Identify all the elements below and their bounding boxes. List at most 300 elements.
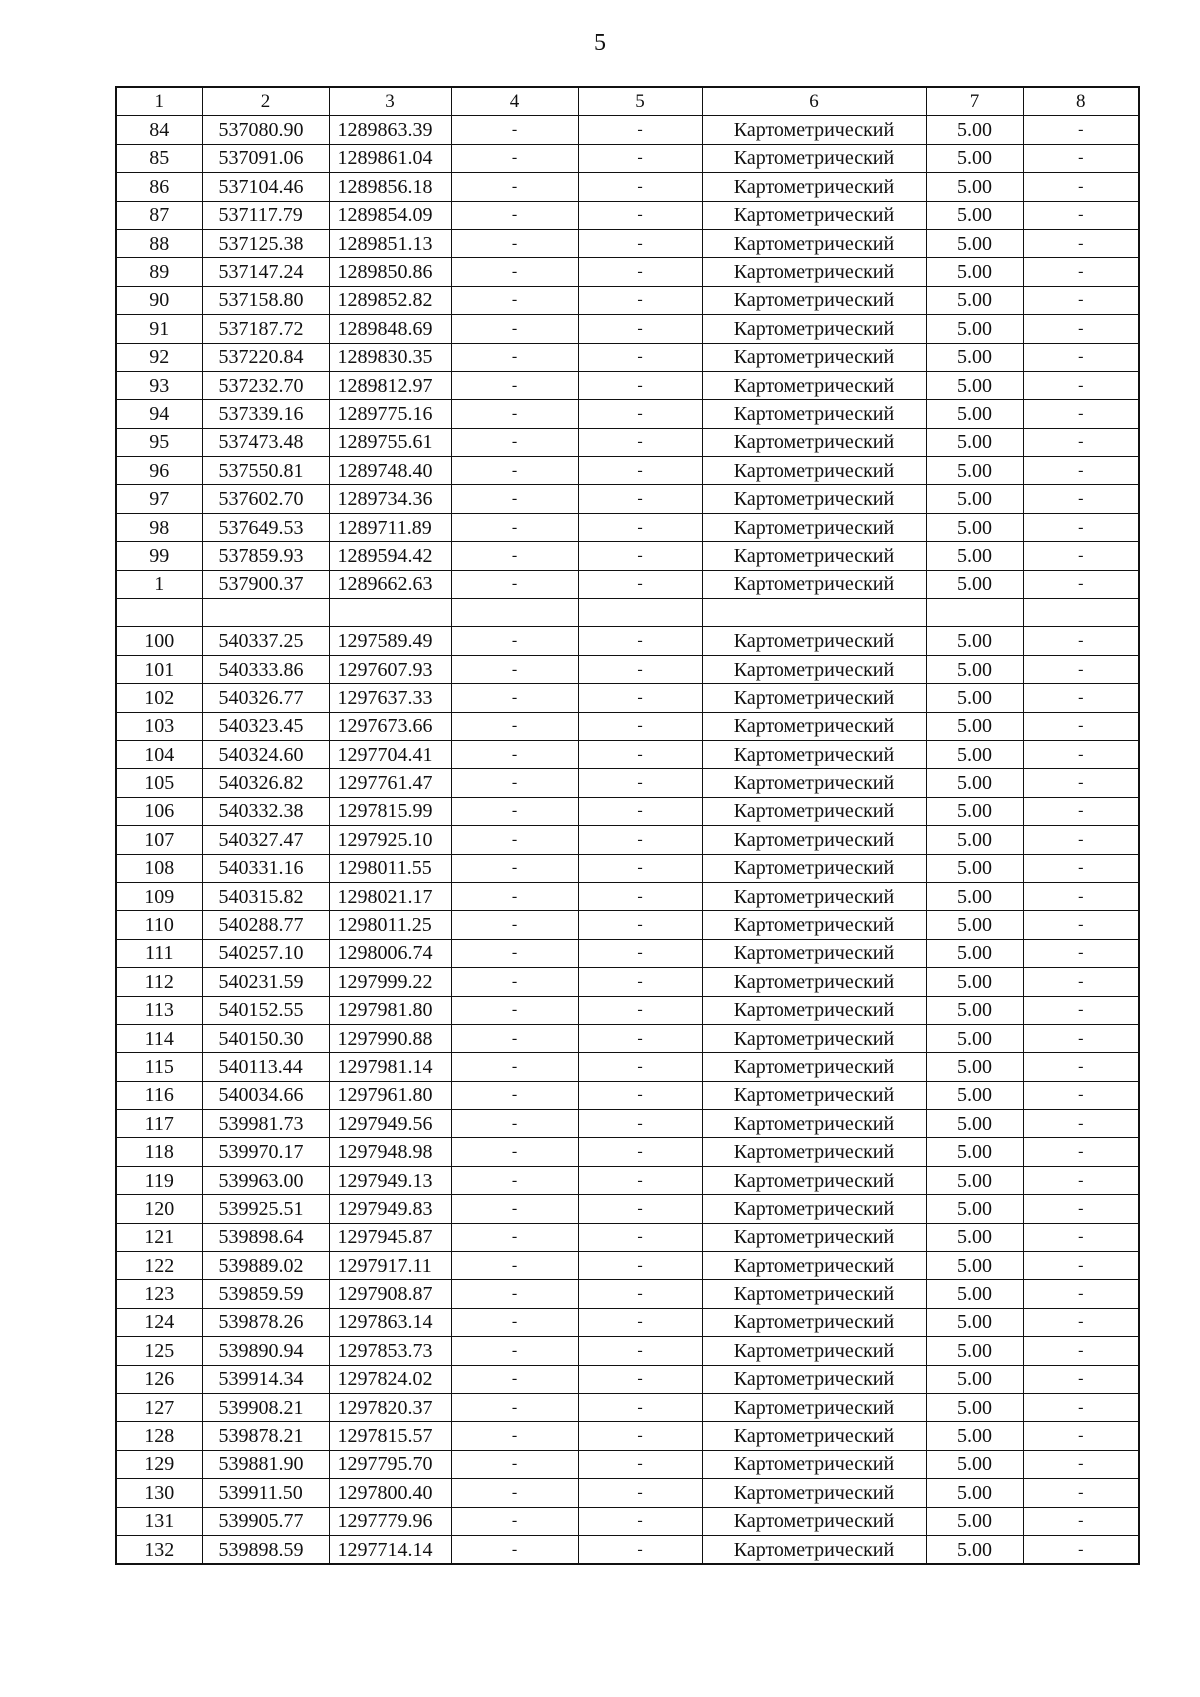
method-cell: Картометрический <box>702 1422 926 1450</box>
column-8-cell: - <box>1023 485 1139 513</box>
column-5-cell: - <box>578 116 702 144</box>
accuracy-cell: 5.00 <box>926 201 1023 229</box>
method-cell: Картометрический <box>702 542 926 570</box>
point-number-cell: 96 <box>116 457 202 485</box>
y-coordinate-cell: 1297961.80 <box>329 1081 451 1109</box>
x-coordinate-cell <box>202 599 329 627</box>
column-4-cell: - <box>451 996 578 1024</box>
table-header-row <box>116 87 1139 116</box>
point-number-cell: 112 <box>116 968 202 996</box>
column-8-cell: - <box>1023 315 1139 343</box>
method-cell: Картометрический <box>702 1337 926 1365</box>
y-coordinate-cell: 1297704.41 <box>329 740 451 768</box>
method-cell: Картометрический <box>702 1024 926 1052</box>
table-row <box>116 1479 1139 1507</box>
column-5-cell: - <box>578 1450 702 1478</box>
column-4-cell: - <box>451 1223 578 1251</box>
point-number-cell: 117 <box>116 1110 202 1138</box>
point-number-cell: 107 <box>116 826 202 854</box>
point-number-cell: 111 <box>116 939 202 967</box>
column-4-cell <box>451 599 578 627</box>
column-4-cell: - <box>451 968 578 996</box>
column-4-cell: - <box>451 116 578 144</box>
column-4-cell: - <box>451 144 578 172</box>
table-row <box>116 911 1139 939</box>
column-4-cell: - <box>451 400 578 428</box>
y-coordinate-cell: 1289748.40 <box>329 457 451 485</box>
accuracy-cell: 5.00 <box>926 1081 1023 1109</box>
column-8-cell: - <box>1023 1422 1139 1450</box>
column-4-cell: - <box>451 1308 578 1336</box>
column-5-cell: - <box>578 570 702 598</box>
column-header: 1 <box>116 87 202 116</box>
accuracy-cell: 5.00 <box>926 655 1023 683</box>
column-5-cell: - <box>578 740 702 768</box>
table-row <box>116 1053 1139 1081</box>
column-5-cell: - <box>578 1138 702 1166</box>
x-coordinate-cell: 539878.26 <box>202 1308 329 1336</box>
table-row <box>116 712 1139 740</box>
method-cell: Картометрический <box>702 968 926 996</box>
column-5-cell: - <box>578 1535 702 1564</box>
accuracy-cell: 5.00 <box>926 1507 1023 1535</box>
column-4-cell: - <box>451 826 578 854</box>
table-row <box>116 1110 1139 1138</box>
method-cell: Картометрический <box>702 229 926 257</box>
method-cell: Картометрический <box>702 769 926 797</box>
column-8-cell: - <box>1023 882 1139 910</box>
accuracy-cell: 5.00 <box>926 1308 1023 1336</box>
point-number-cell: 108 <box>116 854 202 882</box>
column-4-cell: - <box>451 1138 578 1166</box>
column-8-cell: - <box>1023 1138 1139 1166</box>
x-coordinate-cell: 540327.47 <box>202 826 329 854</box>
table-row <box>116 1393 1139 1421</box>
point-number-cell: 99 <box>116 542 202 570</box>
column-4-cell: - <box>451 854 578 882</box>
method-cell: Картометрический <box>702 428 926 456</box>
column-8-cell: - <box>1023 797 1139 825</box>
method-cell: Картометрический <box>702 712 926 740</box>
table-row <box>116 996 1139 1024</box>
table-row <box>116 740 1139 768</box>
table-row <box>116 400 1139 428</box>
table-row <box>116 229 1139 257</box>
method-cell: Картометрический <box>702 457 926 485</box>
method-cell: Картометрический <box>702 911 926 939</box>
y-coordinate-cell: 1297863.14 <box>329 1308 451 1336</box>
x-coordinate-cell: 540113.44 <box>202 1053 329 1081</box>
method-cell: Картометрический <box>702 1081 926 1109</box>
column-4-cell: - <box>451 684 578 712</box>
column-header: 2 <box>202 87 329 116</box>
column-5-cell: - <box>578 712 702 740</box>
point-number-cell: 132 <box>116 1535 202 1564</box>
accuracy-cell: 5.00 <box>926 542 1023 570</box>
column-4-cell: - <box>451 1110 578 1138</box>
x-coordinate-cell: 540150.30 <box>202 1024 329 1052</box>
column-4-cell: - <box>451 939 578 967</box>
column-5-cell: - <box>578 315 702 343</box>
method-cell: Картометрический <box>702 570 926 598</box>
column-4-cell: - <box>451 882 578 910</box>
y-coordinate-cell: 1297800.40 <box>329 1479 451 1507</box>
x-coordinate-cell: 537147.24 <box>202 258 329 286</box>
y-coordinate-cell: 1297815.99 <box>329 797 451 825</box>
y-coordinate-cell: 1289662.63 <box>329 570 451 598</box>
point-number-cell: 86 <box>116 173 202 201</box>
accuracy-cell: 5.00 <box>926 1479 1023 1507</box>
x-coordinate-cell: 537117.79 <box>202 201 329 229</box>
x-coordinate-cell: 539881.90 <box>202 1450 329 1478</box>
y-coordinate-cell: 1289863.39 <box>329 116 451 144</box>
column-header: 5 <box>578 87 702 116</box>
column-4-cell: - <box>451 229 578 257</box>
method-cell <box>702 599 926 627</box>
table-row <box>116 1308 1139 1336</box>
column-8-cell: - <box>1023 1337 1139 1365</box>
x-coordinate-cell: 539925.51 <box>202 1195 329 1223</box>
table-row <box>116 1535 1139 1564</box>
column-5-cell: - <box>578 371 702 399</box>
column-4-cell: - <box>451 911 578 939</box>
point-number-cell: 102 <box>116 684 202 712</box>
accuracy-cell: 5.00 <box>926 400 1023 428</box>
column-4-cell: - <box>451 1053 578 1081</box>
accuracy-cell: 5.00 <box>926 173 1023 201</box>
column-8-cell: - <box>1023 996 1139 1024</box>
column-4-cell: - <box>451 1024 578 1052</box>
column-8-cell: - <box>1023 1024 1139 1052</box>
column-4-cell: - <box>451 655 578 683</box>
column-4-cell: - <box>451 286 578 314</box>
y-coordinate-cell: 1297673.66 <box>329 712 451 740</box>
method-cell: Картометрический <box>702 315 926 343</box>
x-coordinate-cell: 539898.59 <box>202 1535 329 1564</box>
y-coordinate-cell: 1297981.80 <box>329 996 451 1024</box>
x-coordinate-cell: 539970.17 <box>202 1138 329 1166</box>
accuracy-cell: 5.00 <box>926 684 1023 712</box>
column-5-cell: - <box>578 229 702 257</box>
column-8-cell: - <box>1023 769 1139 797</box>
column-header: 8 <box>1023 87 1139 116</box>
point-number-cell: 90 <box>116 286 202 314</box>
column-4-cell: - <box>451 1166 578 1194</box>
table-row <box>116 286 1139 314</box>
column-5-cell: - <box>578 1252 702 1280</box>
x-coordinate-cell: 537859.93 <box>202 542 329 570</box>
x-coordinate-cell: 539914.34 <box>202 1365 329 1393</box>
table-row <box>116 1365 1139 1393</box>
column-8-cell: - <box>1023 1223 1139 1251</box>
column-5-cell: - <box>578 286 702 314</box>
column-5-cell: - <box>578 797 702 825</box>
point-number-cell: 95 <box>116 428 202 456</box>
point-number-cell: 127 <box>116 1393 202 1421</box>
accuracy-cell: 5.00 <box>926 144 1023 172</box>
table-row <box>116 258 1139 286</box>
column-4-cell: - <box>451 1195 578 1223</box>
accuracy-cell: 5.00 <box>926 1535 1023 1564</box>
x-coordinate-cell: 537602.70 <box>202 485 329 513</box>
method-cell: Картометрический <box>702 1280 926 1308</box>
point-number-cell: 97 <box>116 485 202 513</box>
method-cell: Картометрический <box>702 996 926 1024</box>
point-number-cell <box>116 599 202 627</box>
y-coordinate-cell: 1297925.10 <box>329 826 451 854</box>
column-5-cell: - <box>578 144 702 172</box>
point-number-cell: 101 <box>116 655 202 683</box>
table-row <box>116 542 1139 570</box>
accuracy-cell: 5.00 <box>926 911 1023 939</box>
accuracy-cell: 5.00 <box>926 513 1023 541</box>
column-4-cell: - <box>451 1393 578 1421</box>
method-cell: Картометрический <box>702 1053 926 1081</box>
method-cell: Картометрический <box>702 201 926 229</box>
column-5-cell: - <box>578 854 702 882</box>
accuracy-cell: 5.00 <box>926 996 1023 1024</box>
accuracy-cell: 5.00 <box>926 740 1023 768</box>
column-8-cell: - <box>1023 400 1139 428</box>
column-8-cell: - <box>1023 854 1139 882</box>
column-8-cell: - <box>1023 1110 1139 1138</box>
accuracy-cell: 5.00 <box>926 1223 1023 1251</box>
point-number-cell: 1 <box>116 570 202 598</box>
x-coordinate-cell: 540326.77 <box>202 684 329 712</box>
point-number-cell: 126 <box>116 1365 202 1393</box>
column-5-cell: - <box>578 1110 702 1138</box>
column-4-cell: - <box>451 712 578 740</box>
accuracy-cell: 5.00 <box>926 116 1023 144</box>
method-cell: Картометрический <box>702 1252 926 1280</box>
accuracy-cell: 5.00 <box>926 1337 1023 1365</box>
y-coordinate-cell: 1297990.88 <box>329 1024 451 1052</box>
method-cell: Картометрический <box>702 854 926 882</box>
column-5-cell: - <box>578 684 702 712</box>
table-row <box>116 1450 1139 1478</box>
y-coordinate-cell: 1289830.35 <box>329 343 451 371</box>
y-coordinate-cell: 1289850.86 <box>329 258 451 286</box>
column-5-cell: - <box>578 400 702 428</box>
column-8-cell: - <box>1023 939 1139 967</box>
column-8-cell: - <box>1023 1081 1139 1109</box>
x-coordinate-cell: 537473.48 <box>202 428 329 456</box>
x-coordinate-cell: 539889.02 <box>202 1252 329 1280</box>
column-5-cell: - <box>578 343 702 371</box>
column-4-cell: - <box>451 513 578 541</box>
method-cell: Картометрический <box>702 1308 926 1336</box>
column-8-cell: - <box>1023 1479 1139 1507</box>
point-number-cell: 89 <box>116 258 202 286</box>
column-4-cell: - <box>451 201 578 229</box>
x-coordinate-cell: 539898.64 <box>202 1223 329 1251</box>
column-8-cell: - <box>1023 1252 1139 1280</box>
column-8-cell: - <box>1023 712 1139 740</box>
column-5-cell: - <box>578 882 702 910</box>
method-cell: Картометрический <box>702 627 926 655</box>
table-row <box>116 1138 1139 1166</box>
table-row <box>116 655 1139 683</box>
method-cell: Картометрический <box>702 1223 926 1251</box>
point-number-cell: 125 <box>116 1337 202 1365</box>
table-row <box>116 457 1139 485</box>
x-coordinate-cell: 537104.46 <box>202 173 329 201</box>
accuracy-cell: 5.00 <box>926 882 1023 910</box>
accuracy-cell: 5.00 <box>926 1138 1023 1166</box>
column-8-cell: - <box>1023 173 1139 201</box>
y-coordinate-cell: 1297795.70 <box>329 1450 451 1478</box>
method-cell: Картометрический <box>702 286 926 314</box>
table-row <box>116 684 1139 712</box>
column-8-cell: - <box>1023 1450 1139 1478</box>
accuracy-cell: 5.00 <box>926 1280 1023 1308</box>
x-coordinate-cell: 540324.60 <box>202 740 329 768</box>
x-coordinate-cell: 540315.82 <box>202 882 329 910</box>
accuracy-cell: 5.00 <box>926 712 1023 740</box>
x-coordinate-cell: 539878.21 <box>202 1422 329 1450</box>
column-5-cell: - <box>578 1337 702 1365</box>
column-8-cell: - <box>1023 513 1139 541</box>
x-coordinate-cell: 537232.70 <box>202 371 329 399</box>
column-8-cell: - <box>1023 1507 1139 1535</box>
column-5-cell: - <box>578 428 702 456</box>
x-coordinate-cell: 540323.45 <box>202 712 329 740</box>
y-coordinate-cell: 1297981.14 <box>329 1053 451 1081</box>
point-number-cell: 85 <box>116 144 202 172</box>
point-number-cell: 98 <box>116 513 202 541</box>
column-4-cell: - <box>451 1507 578 1535</box>
x-coordinate-cell: 540257.10 <box>202 939 329 967</box>
column-5-cell: - <box>578 1024 702 1052</box>
column-4-cell: - <box>451 173 578 201</box>
table-row <box>116 1024 1139 1052</box>
column-5-cell: - <box>578 996 702 1024</box>
column-4-cell: - <box>451 258 578 286</box>
column-5-cell <box>578 599 702 627</box>
y-coordinate-cell: 1298021.17 <box>329 882 451 910</box>
column-8-cell: - <box>1023 1393 1139 1421</box>
accuracy-cell: 5.00 <box>926 1252 1023 1280</box>
column-5-cell: - <box>578 1365 702 1393</box>
point-number-cell: 116 <box>116 1081 202 1109</box>
method-cell: Картометрический <box>702 258 926 286</box>
table-row <box>116 1166 1139 1194</box>
column-header: 7 <box>926 87 1023 116</box>
column-8-cell: - <box>1023 229 1139 257</box>
column-4-cell: - <box>451 371 578 399</box>
point-number-cell: 113 <box>116 996 202 1024</box>
table-row <box>116 315 1139 343</box>
y-coordinate-cell: 1297761.47 <box>329 769 451 797</box>
accuracy-cell: 5.00 <box>926 1195 1023 1223</box>
point-number-cell: 130 <box>116 1479 202 1507</box>
column-4-cell: - <box>451 570 578 598</box>
table-body <box>116 116 1139 1564</box>
column-5-cell: - <box>578 457 702 485</box>
point-number-cell: 123 <box>116 1280 202 1308</box>
x-coordinate-cell: 539890.94 <box>202 1337 329 1365</box>
column-5-cell: - <box>578 1223 702 1251</box>
point-number-cell: 88 <box>116 229 202 257</box>
point-number-cell: 114 <box>116 1024 202 1052</box>
x-coordinate-cell: 539859.59 <box>202 1280 329 1308</box>
x-coordinate-cell: 540337.25 <box>202 627 329 655</box>
accuracy-cell: 5.00 <box>926 769 1023 797</box>
x-coordinate-cell: 540332.38 <box>202 797 329 825</box>
column-5-cell: - <box>578 1280 702 1308</box>
y-coordinate-cell: 1289734.36 <box>329 485 451 513</box>
method-cell: Картометрический <box>702 485 926 513</box>
table-row <box>116 1337 1139 1365</box>
y-coordinate-cell: 1297815.57 <box>329 1422 451 1450</box>
x-coordinate-cell: 537649.53 <box>202 513 329 541</box>
x-coordinate-cell: 540333.86 <box>202 655 329 683</box>
y-coordinate-cell <box>329 599 451 627</box>
x-coordinate-cell: 537158.80 <box>202 286 329 314</box>
column-8-cell: - <box>1023 116 1139 144</box>
column-4-cell: - <box>451 1479 578 1507</box>
column-8-cell: - <box>1023 201 1139 229</box>
y-coordinate-cell: 1297949.83 <box>329 1195 451 1223</box>
column-8-cell: - <box>1023 1308 1139 1336</box>
method-cell: Картометрический <box>702 116 926 144</box>
column-8-cell <box>1023 599 1139 627</box>
method-cell: Картометрический <box>702 144 926 172</box>
method-cell: Картометрический <box>702 1507 926 1535</box>
column-header: 3 <box>329 87 451 116</box>
y-coordinate-cell: 1297999.22 <box>329 968 451 996</box>
y-coordinate-cell: 1297853.73 <box>329 1337 451 1365</box>
table-row <box>116 968 1139 996</box>
table-row <box>116 854 1139 882</box>
table-row <box>116 173 1139 201</box>
y-coordinate-cell: 1289861.04 <box>329 144 451 172</box>
x-coordinate-cell: 537339.16 <box>202 400 329 428</box>
y-coordinate-cell: 1297820.37 <box>329 1393 451 1421</box>
column-4-cell: - <box>451 1280 578 1308</box>
table-row <box>116 570 1139 598</box>
table-row <box>116 371 1139 399</box>
method-cell: Картометрический <box>702 684 926 712</box>
column-5-cell: - <box>578 1166 702 1194</box>
point-number-cell: 105 <box>116 769 202 797</box>
column-5-cell: - <box>578 769 702 797</box>
column-8-cell: - <box>1023 1280 1139 1308</box>
column-5-cell: - <box>578 911 702 939</box>
column-4-cell: - <box>451 542 578 570</box>
x-coordinate-cell: 540231.59 <box>202 968 329 996</box>
column-5-cell: - <box>578 1479 702 1507</box>
column-5-cell: - <box>578 1195 702 1223</box>
table-row <box>116 1081 1139 1109</box>
column-8-cell: - <box>1023 570 1139 598</box>
accuracy-cell: 5.00 <box>926 1450 1023 1478</box>
y-coordinate-cell: 1298011.25 <box>329 911 451 939</box>
column-5-cell: - <box>578 513 702 541</box>
point-number-cell: 121 <box>116 1223 202 1251</box>
y-coordinate-cell: 1289851.13 <box>329 229 451 257</box>
accuracy-cell: 5.00 <box>926 371 1023 399</box>
method-cell: Картометрический <box>702 400 926 428</box>
point-number-cell: 115 <box>116 1053 202 1081</box>
column-8-cell: - <box>1023 826 1139 854</box>
column-5-cell: - <box>578 1053 702 1081</box>
column-8-cell: - <box>1023 542 1139 570</box>
method-cell: Картометрический <box>702 371 926 399</box>
column-8-cell: - <box>1023 428 1139 456</box>
method-cell: Картометрический <box>702 939 926 967</box>
method-cell: Картометрический <box>702 1450 926 1478</box>
